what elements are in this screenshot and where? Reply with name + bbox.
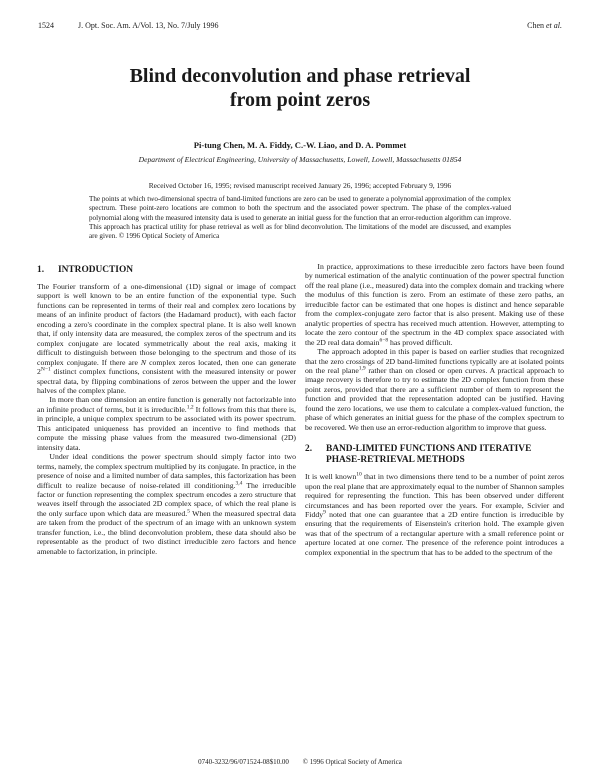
sec2-p1-text-c: noted that one can guarantee that a 2D entire function is irreducible by ensuring that the requirements of Eisenstein's criterion hold. The example given was that of the spectrum of a rectangular aperture with a small reference point or aperture located at one corner. The presence of the reference point introduces a complex exponential in the spectrum that has to be added to the spectrum of the: [305, 509, 564, 557]
sec2-p1-ref-2: 9: [323, 509, 326, 516]
sec2-p1-text-b: that in two dimensions there tend to be a number of point zeros upon the real plane that are approximately equal to the number of Shannon samples required for representing the function. This has been observed under different circumstances and has been reported over the years. For example, Scivier and Fiddy: [305, 472, 565, 519]
intro-p5-ref: 1,9: [358, 365, 366, 372]
page-footer: [0, 757, 600, 767]
intro-p4-text-b: has proved difficult.: [388, 337, 453, 347]
intro-p3-text-a: Under ideal conditions the power spectrum should simply factor into two terms, namely, the complex spectrum multiplied by its conjugate. In practice, in the presence of noise and a limited number of data samples, this factorization has been difficult to realize because of noise-related ill conditioning.: [37, 452, 296, 490]
section-2-heading: [305, 444, 564, 466]
abstract: The points at which two-dimensional spectra of band-limited functions are zero can be used to generate a polynomial approximation of the complex spectrum. These point-zero locations are common to both the spectrum and the associated power spectrum. The phase of the complex-valued polynomial along with the measured intensity data is used to generate an initial guess for the function that an error-reduction algorithm can improve. This approach has practical utility for phase retrieval as well as for blind deconvolution. The limitations of the model are discussed, and examples are given. © 1996 Optical Society of America: [89, 195, 511, 241]
intro-p3-text-b: The irreducible factor or function representing the complex spectrum encodes a zero structure that weaves itself through the associated 2D complex space, of which the real plane is the only surface upon which data are measured.: [37, 480, 296, 518]
intro-paragraph-2: [37, 395, 296, 452]
affiliation: Department of Electrical Engineering, University of Massachusetts, Lowell, Lowell, Massachusetts 01854: [138, 155, 462, 164]
intro-paragraph-4: [305, 262, 564, 347]
left-column: [37, 262, 296, 556]
intro-p4-ref: 6−8: [379, 337, 389, 344]
intro-p5-text-b: rather than on closed or open curves. A practical approach to image recovery is therefore to try to estimate the 2D complex function from these point zeros, provided that there are a sufficient number of them to represent the function and provided that the representation adopted can be justified. Having found the zero locations, we use them to calculate a complex-valued function, the phase of which generates an initial guess for the phase of the complex spectrum to be recovered. We then use an error-reduction algorithm to improve that guess.: [305, 365, 564, 432]
right-column: [305, 262, 564, 557]
section-2-paragraph-1: [305, 472, 564, 557]
section-2-number: 2.: [305, 444, 313, 455]
intro-p1-text-a: The Fourier transform of a one-dimensional (1D) signal or image of compact support is well known to be an entire function of the exponential type. Such functions can be represented in terms of their real and complex zero locations by means of an infinite product of factors (the Hadamard product), with each factor encoding a zero's coordinate in the complex spectral plane. It is also well known that, if only intensity data are measured, the complex zeros of the spectrum and its complex conjugate are located symmetrically about the real axis, making it difficult to distinguish between those belonging to the spectrum and those of its complex conjugate. If there are: [37, 282, 296, 367]
footer-code: 0740-3232/96/071524-08$10.00: [198, 758, 289, 766]
intro-paragraph-1: [37, 282, 296, 395]
intro-p2-text-b: It follows from this that there is, in principle, a unique complex spectrum to be associated with its power spectrum. This anticipated uniqueness has provided an incentive to find methods that compute the missing phase values from the measured two-dimensional (2D) intensity data.: [37, 404, 296, 452]
received-dates: Received October 16, 1995; revised manuscript received January 26, 1996; accepted February 9, 1996: [148, 181, 452, 190]
title-line-2: from point zeros: [229, 89, 371, 111]
intro-p4-text-a: In practice, approximations to these irreducible zero factors have been found by numerical estimation of the analytic continuation of the power spectral function off the real plane (i.e., measured) data into the complex domain and tracking where the modulus of this function is zero. From an estimate of these zero paths, an irreducible factor can be estimated that one hopes is distinct and hence separable from the complex-conjugate zero factor that is also present. Making use of these analytic properties of spectra has received much attention. However, attempting to locate the zero contour of the spectrum in the 4D complex space associated with the 2D real data domain: [305, 262, 564, 347]
running-header: [38, 20, 562, 32]
section-1-number: 1.: [37, 265, 45, 275]
intro-paragraph-5: [305, 347, 564, 432]
intro-p2-text-a: In more than one dimension an entire function is generally not factorizable into an infinite product of terms, but it is irreducible.: [37, 395, 296, 414]
author-list: Pi-tung Chen, M. A. Fiddy, C.-W. Liao, and D. A. Pommet: [193, 140, 407, 150]
sec2-p1-text-a: It is well known: [305, 472, 357, 482]
journal-citation: J. Opt. Soc. Am. A/Vol. 13, No. 7/July 1996: [78, 21, 219, 30]
section-1-title: INTRODUCTION: [58, 265, 134, 275]
intro-p3-ref-1: 3,4: [235, 479, 243, 486]
intro-p3-ref-2: 5: [187, 508, 190, 515]
section-1-heading: [37, 265, 296, 276]
intro-p1-var-n: N: [140, 357, 147, 367]
intro-p1-text-b: complex zeros located, then one can generate 2: [37, 357, 296, 377]
section-2-title: BAND-LIMITED FUNCTIONS AND ITERATIVE PHASE-RETRIEVAL METHODS: [326, 444, 532, 466]
running-author-etal: et al.: [546, 21, 562, 30]
intro-p5-text-a: The approach adopted in this paper is based on earlier studies that recognized that the zero crossings of 2D band-limited functions typically are at isolated points on the real plane: [305, 347, 564, 375]
intro-paragraph-3: [37, 452, 296, 556]
intro-p1-exponent: N−1: [40, 366, 51, 373]
title-line-1: Blind deconvolution and phase retrieval: [129, 65, 471, 87]
page-number: 1524: [38, 21, 54, 30]
intro-p1-text-c: distinct complex functions, consistent with the measured intensity or power spectral data, by flipping combinations of zeros between the upper and the lower halves of the complex plane.: [37, 367, 296, 395]
intro-p2-ref: 1,2: [186, 404, 194, 411]
footer-copyright: © 1996 Optical Society of America: [302, 758, 402, 766]
paper-title: [60, 64, 540, 112]
running-author-name: Chen: [527, 21, 546, 30]
sec2-p1-ref-1: 10: [356, 471, 362, 478]
intro-p3-text-c: When the measured spectral data are taken from the product of the spectrum of an image with an unknown system transfer function, i.e., the blind deconvolution problem, these data should also be representable as the product of two distinct irreducible zero factors and hence amenable to factorization, in principle.: [37, 508, 296, 556]
running-author: [527, 20, 562, 32]
